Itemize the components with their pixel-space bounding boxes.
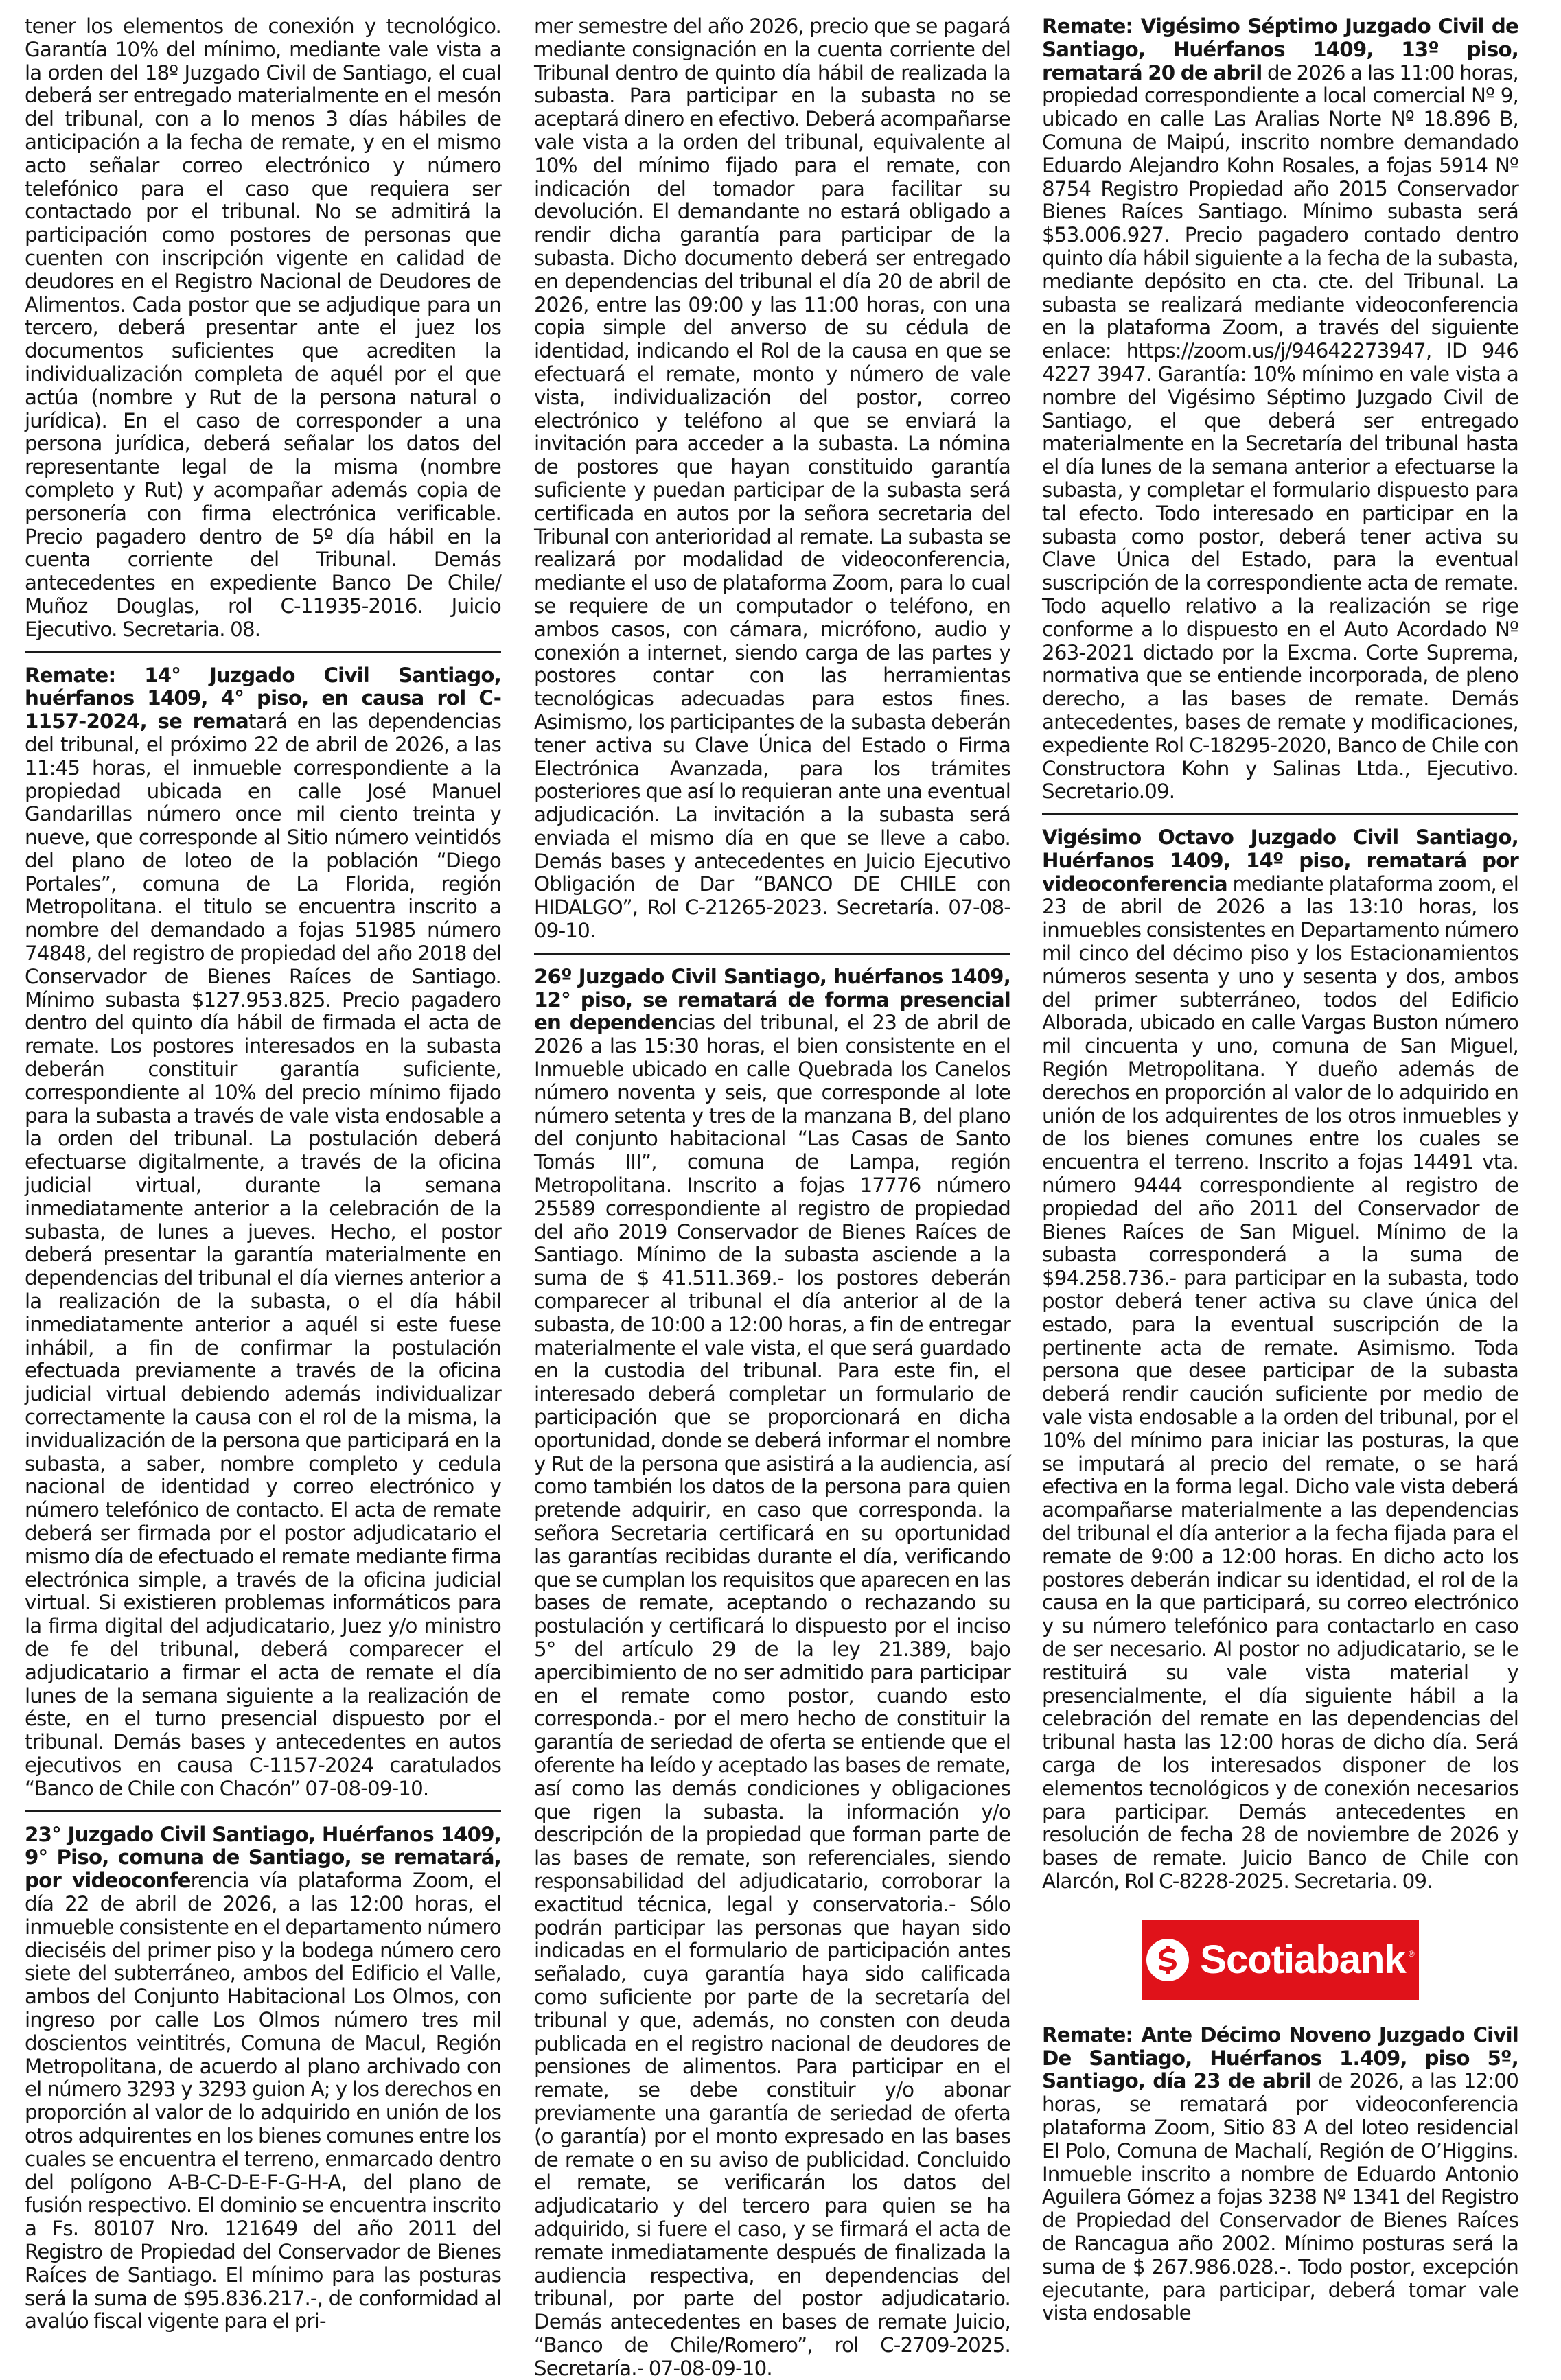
column-middle [534,14,1010,2380]
column-right [1042,14,1518,2325]
notice-paragraph [1042,2024,1518,2325]
notice-heading: Remate: 14° Juzgado Civil Santiago, huérfanos 1409, 4° piso, en causa rol C-1157-2024, se rema [25,663,501,734]
notice-heading: 23° Juzgado Civil Santiago, Huérfanos 1409, 9° Piso, comuna de Santiago, se rematará, por videoconfe [25,1822,501,1893]
section-divider [25,651,501,653]
notice-body: mer semestre del año 2026, precio que se pagará mediante consignación en la cuenta corriente del Tribunal dentro de quinto día hábil de realizada la subasta. Para participar en la subasta no se aceptará dinero en efectivo. Deberá acompañarse vale vista a la orden del tribunal, equivalente al 10% del mínimo fijado para el remate, con indicación del tomador para facilitar su devolución. El demandante no estará obligado a rendir dicha garantía para participar de la subasta. Dicho documento deberá ser entregado en dependencias del tribunal el día 20 de abril de 2026, entre las 09:00 y las 11:00 horas, con una copia simple del anverso de su cédula de identidad, indicando el Rol de la causa en que se efectuará el remate, monto y número de vale vista, individualización del postor, correo electrónico y teléfono al que se enviará la invitación para acceder a la subasta. La nómina de postores que hayan constituido garantía suficiente y puedan participar de la subasta será certificada en autos por la señora secretaria del Tribunal con anterioridad al remate. La subasta se realizará por modalidad de videoconferencia, mediante el uso de plataforma Zoom, para lo cual se requiere de un computador o teléfono, en ambos casos, con cámara, micrófono, audio y conexión a internet, siendo carga de las partes y postores contar con las herramientas tecnológicas adecuadas para estos fines. Asimismo, los participantes de la subasta deberán tener activa su Clave Única del Estado o Firma Electrónica Avanzada, para los trámites posteriores que así lo requieran ante una eventual adjudicación. La invitación a la subasta será enviada el mismo día en que se lleve a cabo. Demás bases y antecedentes en Juicio Ejecutivo Obligación de Dar “BANCO DE CHILE con HIDALGO”, Rol C-21265-2023. Secretaría. 07-08-09-10. [534,14,1010,943]
section-divider [25,1810,501,1812]
scotiabank-wordmark: Scotiabank [1200,1937,1406,1982]
notice-body: cias del tribunal, el 23 de abril de 2026 a las 15:30 horas, el bien consistente en el Inmueble ubicado en calle Quebrada los Canelos número noventa y seis, que corresponde al lote número setenta y tres de la manzana B, del plano del conjunto habitacional “Las Casas de Santo Tomás III”, comuna de Lampa, región Metropolitana. Inscrito a fojas 17776 número 25589 correspondiente al registro de propiedad del año 2019 Conservador de Bienes Raíces de Santiago. Mínimo de la subasta asciende a la suma de $ 41.511.369.- los postores deberán comparecer al tribunal el día anterior al de la subasta, de 10:00 a 12:00 horas, a fin de entregar materialmente el vale vista, el que será guardado en la custodia del tribunal. Para este fin, el interesado deberá completar un formulario de participación que se proporcionará en dicha oportunidad, donde se deberá informar el nombre y Rut de la persona que asistirá a la audiencia, así como también los datos de la persona para quien pretende adquirir, en caso que corresponda. la señora Secretaria certificará en su oportunidad las garantías recibidas durante el día, verificando que se cumplan los requisitos que aparecen en las bases de remate, aceptando o rechazando su postulación y certificará lo dispuesto por el inciso 5° del artículo 29 de la ley 21.389, bajo apercibimiento de no ser admitido para participar en el remate como postor, cuando esto corresponda.- por el mero hecho de constituir la garantía de seriedad de oferta se entiende que el oferente ha leído y aceptado las bases de remate, así como las demás condiciones y obligaciones que rigen la subasta. la información y/o descripción de la propiedad que forman parte de las bases de remate, son referenciales, siendo responsabilidad del adjudicatario, corroborar la exactitud técnica, legal y conservatoria.- Sólo podrán participar las personas que hayan sido indicadas en el formulario de participación antes señalado, cuya garantía haya sido calificada como suficiente por parte de la secretaría del tribunal y que, además, no consten con deuda publicada en el registro nacional de deudores de pensiones de alimentos. Para participar en el remate, se debe constituir y/o abonar previamente una garantía de seriedad de oferta (o garantía) por el monto expresado en las bases de remate o en su aviso de publicidad. Concluido el remate, se verificarán los datos del adjudicatario y del tercero para quien se ha adquirido, si fuere el caso, y se firmará el acta de remate inmediatamente después de finalizada la audiencia respectiva, en dependencias del tribunal, por parte del postor adjudicatario. Demás antecedentes en bases de remate Juicio, “Banco de Chile/Romero”, rol C-2709-2025. Secretaría.- 07-08-09-10. [534,1011,1010,2380]
notice-body: tará en las dependencias del tribunal, el próximo 22 de abril de 2026, a las 11:45 horas, el inmueble correspondiente a la propiedad ubicada en calle José Manuel Gandarillas número once mil ciento treinta y nueve, que corresponde al Sitio número veintidós del plano de loteo de la población “Diego Portales”, comuna de La Florida, región Metropolitana. el titulo se encuentra inscrito a nombre del demandado a fojas 51985 número 74848, del registro de propiedad del año 2018 del Conservador de Bienes Raíces de Santiago. Mínimo subasta $127.953.825. Precio pagadero dentro del quinto día hábil de firmada el acta de remate. Los postores interesados en la subasta deberán constituir garantía suficiente, correspondiente al 10% del precio mínimo fijado para la subasta a través de vale vista endosable a la orden del tribunal. La postulación deberá efectuarse digitalmente, a través de la oficina judicial virtual, durante la semana inmediatamente anterior a la celebración de la subasta, de lunes a jueves. Hecho, el postor deberá presentar la garantía materialmente en dependencias del tribunal el día viernes anterior a la realización de la subasta, o el día hábil inmediatamente anterior a aquél si este fuese inhábil, a fin de confirmar la postulación efectuada previamente a través de la oficina judicial virtual debiendo además individualizar correctamente la causa con el rol de la misma, la invidualización de la persona que participará en la subasta, a saber, nombre completo y cedula nacional de identidad y correo electrónico y número telefónico de contacto. El acta de remate deberá ser firmada por el postor adjudicatario el mismo día de efectuado el remate mediante firma electrónica simple, a través de la oficina judicial virtual. Si existieren problemas informáticos para la firma digital del adjudicatario, Juez y/o ministro de fe del tribunal, deberá comparecer el adjudicatario a firmar el acta de remate el día lunes de la semana siguiente a la realización de éste, en el turno presencial dispuesto por el tribunal. Demás bases y antecedentes en autos ejecutivos en causa C-1157-2024 caratulados “Banco de Chile con Chacón” 07-08-09-10. [25,710,502,1800]
auction-notice [25,1823,501,2334]
section-divider [534,953,1010,955]
notice-paragraph [534,15,1010,943]
auction-notice [534,15,1010,943]
auction-notice [1042,826,1518,1893]
auction-notice [1042,15,1518,804]
auction-notice [25,664,501,1801]
auction-notice [1042,2024,1518,2325]
column-left [25,14,502,2333]
notice-body: rencia vía plataforma Zoom, el día 22 de abril de 2026, a las 12:00 horas, el inmueble consistente en el departamento número dieciséis del primer piso y la bodega número cero siete del subterráneo, ambos del Edificio el Valle, ambos del Conjunto Habitacional Los Olmos, con ingreso por calle Los Olmos número tres mil doscientos veintitrés, Comuna de Macul, Región Metropolitana, de acuerdo al plano archivado con el número 3293 y 3293 guion A; y los derechos en proporción al valor de lo adquirido en unión de los otros adquirentes en los bienes comunes entre los cuales se encuentra el terreno, enmarcado dentro del polígono A-B-C-D-E-F-G-H-A, del plano de fusión respectivo. El dominio se encuentra inscrito a Fs. 80107 Nro. 121649 del año 2011 del Registro de Propiedad del Conservador de Bienes Raíces de Santiago. El mínimo para las posturas será la suma de $95.836.217.-, de conformidad al avalúo fiscal vigente para el pri- [25,1869,502,2333]
sponsor-logo-band [1042,1917,1518,2003]
notice-paragraph [25,15,501,642]
notice-paragraph [1042,15,1518,804]
notice-body: de 2026 a las 11:00 horas, propiedad correspondiente a local comercial Nº 9, ubicado en calle Las Aralias Norte Nº 18.896 B, Comuna de Maipú, inscrito nombre demandado Eduardo Alejandro Kohn Rosales, a fojas 5914 Nº 8754 Registro Propiedad año 2015 Conservador Bienes Raíces Santiago. Mínimo subasta será $53.006.927. Precio pagadero contado dentro quinto día hábil siguiente a la fecha de la subasta, mediante depósito en cta. cte. del Tribunal. La subasta se realizará mediante videoconferencia en la plataforma Zoom, a través del siguiente enlace: https://zoom.us/j/94642273947, ID 946 4227 3947. Garantía: 10% mínimo en vale vista a nombre del Vigésimo Séptimo Juzgado Civil de Santiago, el que deberá ser entregado materialmente en la Secretaría del tribunal hasta el día lunes de la semana anterior a efectuarse la subasta, y completar el formulario dispuesto para tal efecto. Todo interesado en participar en la subasta como postor, deberá tener activa su Clave Única del Estado, para la eventual suscripción de la correspondiente acta de remate. Todo aquello relativo a la realización se rige conforme a lo dispuesto en el Auto Acordado Nº 263-2021 dictado por la Excma. Corte Suprema, normativa que se entiende incorporada, de pleno derecho, a las bases de remate. Demás antecedentes, bases de remate y modificaciones, expediente Rol C-18295-2020, Banco de Chile con Constructora Kohn y Salinas Ltda., Ejecutivo. Secretario.09. [1042,60,1518,804]
notice-paragraph [25,1823,501,2334]
auction-notice [534,966,1010,2380]
notice-heading: 26º Juzgado Civil Santiago, huérfanos 1409, 12° piso, se rematará de forma presencial en dependen [534,964,1010,1035]
notice-paragraph [25,664,501,1801]
auction-notice [25,15,501,642]
notice-paragraph [1042,826,1518,1893]
notice-heading: Remate: Ante Décimo Noveno Juzgado Civil De Santiago, Huérfanos 1.409, piso 5º, Santiago, día 23 de abril [1042,2022,1518,2093]
scotiabank-logo [1142,1920,1419,2000]
section-divider [1042,813,1518,815]
notice-heading: Vigésimo Octavo Juzgado Civil Santiago, Huérfanos 1409, 14º piso, rematará por videoconferencia [1042,826,1518,896]
scotiabank-flame-icon [1146,1939,1189,1981]
trademark-symbol: ® [1408,1948,1414,1959]
notice-heading: Remate: Vigésimo Séptimo Juzgado Civil de Santiago, Huérfanos 1409, 13º piso, rematará 20 de abril [1042,14,1518,84]
notice-paragraph [534,966,1010,2380]
notice-body: de 2026, a las 12:00 horas, se rematará por videoconferencia plataforma Zoom, Sitio 83 A del loteo residencial El Polo, Comuna de Machalí, Región de O’Higgins. Inmueble inscrito a nombre de Eduardo Antonio Aguilera Gómez a fojas 3238 Nº 1341 del Registro de Propiedad del Conservador de Bienes Raíces de Rancagua año 2002. Mínimo posturas será la suma de $ 267.986.028.-. Todo postor, excepción ejecutante, para participar, deberá tomar vale vista endosable [1042,2069,1518,2325]
notice-body: tener los elementos de conexión y tecnológico. Garantía 10% del mínimo, mediante vale vista a la orden del 18º Juzgado Civil de Santiago, el cual deberá ser entregado materialmente en el mesón del tribunal, con a lo menos 3 días hábiles de anticipación a la fecha de remate, y en el mismo acto señalar correo electrónico y número telefónico para el caso que requiera ser contactado por el tribunal. No se admitirá la participación como postores de personas que cuenten con inscripción vigente en calidad de deudores en el Registro Nacional de Deudores de Alimentos. Cada postor que se adjudique para un tercero, deberá presentar ante el juez los documentos suficientes que acrediten la individualización completa de aquél por el que actúa (nombre y Rut de la persona natural o jurídica). En el caso de corresponder a una persona jurídica, deberá señalar los datos del representante legal de la misma (nombre completo y Rut) y acompañar además copia de personería con firma electrónica verificable. Precio pagadero dentro de 5º día hábil en la cuenta corriente del Tribunal. Demás antecedentes en expediente Banco De Chile/ Muñoz Douglas, rol C-11935-2016. Juicio Ejecutivo. Secretaria. 08. [25,14,501,641]
notice-body: mediante plataforma zoom, el 23 de abril de 2026 a las 13:10 horas, los inmuebles consistentes en Departamento número mil cinco del décimo piso y los Estacionamientos números sesenta y uno y sesenta y dos, ambos del primer subterráneo, todos del Edificio Alborada, ubicado en calle Vargas Buston número mil cincuenta y uno, comuna de San Miguel, Región Metropolitana. Y dueño además de derechos en proporción al valor de lo adquirido en unión de los adquirentes de los otros inmuebles y de los bienes comunes entre los cuales se encuentra el terreno. Inscrito a fojas 14491 vta. número 9444 correspondiente al registro de propiedad del año 2011 del Conservador de Bienes Raíces de San Miguel. Mínimo de la subasta corresponderá a la suma de $94.258.736.- para participar en la subasta, todo postor deberá tener activa su clave única del estado, para la eventual suscripción de la pertinente acta de remate. Asimismo. Toda persona que desee participar de la subasta deberá rendir caución suficiente por medio de vale vista endosable a la orden del tribunal, por el 10% del mínimo para iniciar las posturas, la que se imputará al precio del remate, o se hará efectiva en la forma legal. Dicho vale vista deberá acompañarse materialmente a las dependencias del tribunal el día anterior a la fecha fijada para el remate de 9:00 a 12:00 horas. En dicho acto los postores deberán indicar su identidad, el rol de la causa en la que participará, su correo electrónico y su número telefónico para contactarlo en caso de ser necesario. Al postor no adjudicatario, se le restituirá su vale vista material y presencialmente, el día siguiente hábil a la celebración del remate en las dependencias del tribunal hasta las 12:00 horas de dicho día. Será carga de los interesados disponer de los elementos tecnológicos y de conexión necesarios para participar. Demás antecedentes en resolución de fecha 28 de noviembre de 2026 y bases de remate. Juicio Banco de Chile con Alarcón, Rol C-8228-2025. Secretaria. 09. [1042,872,1518,1893]
